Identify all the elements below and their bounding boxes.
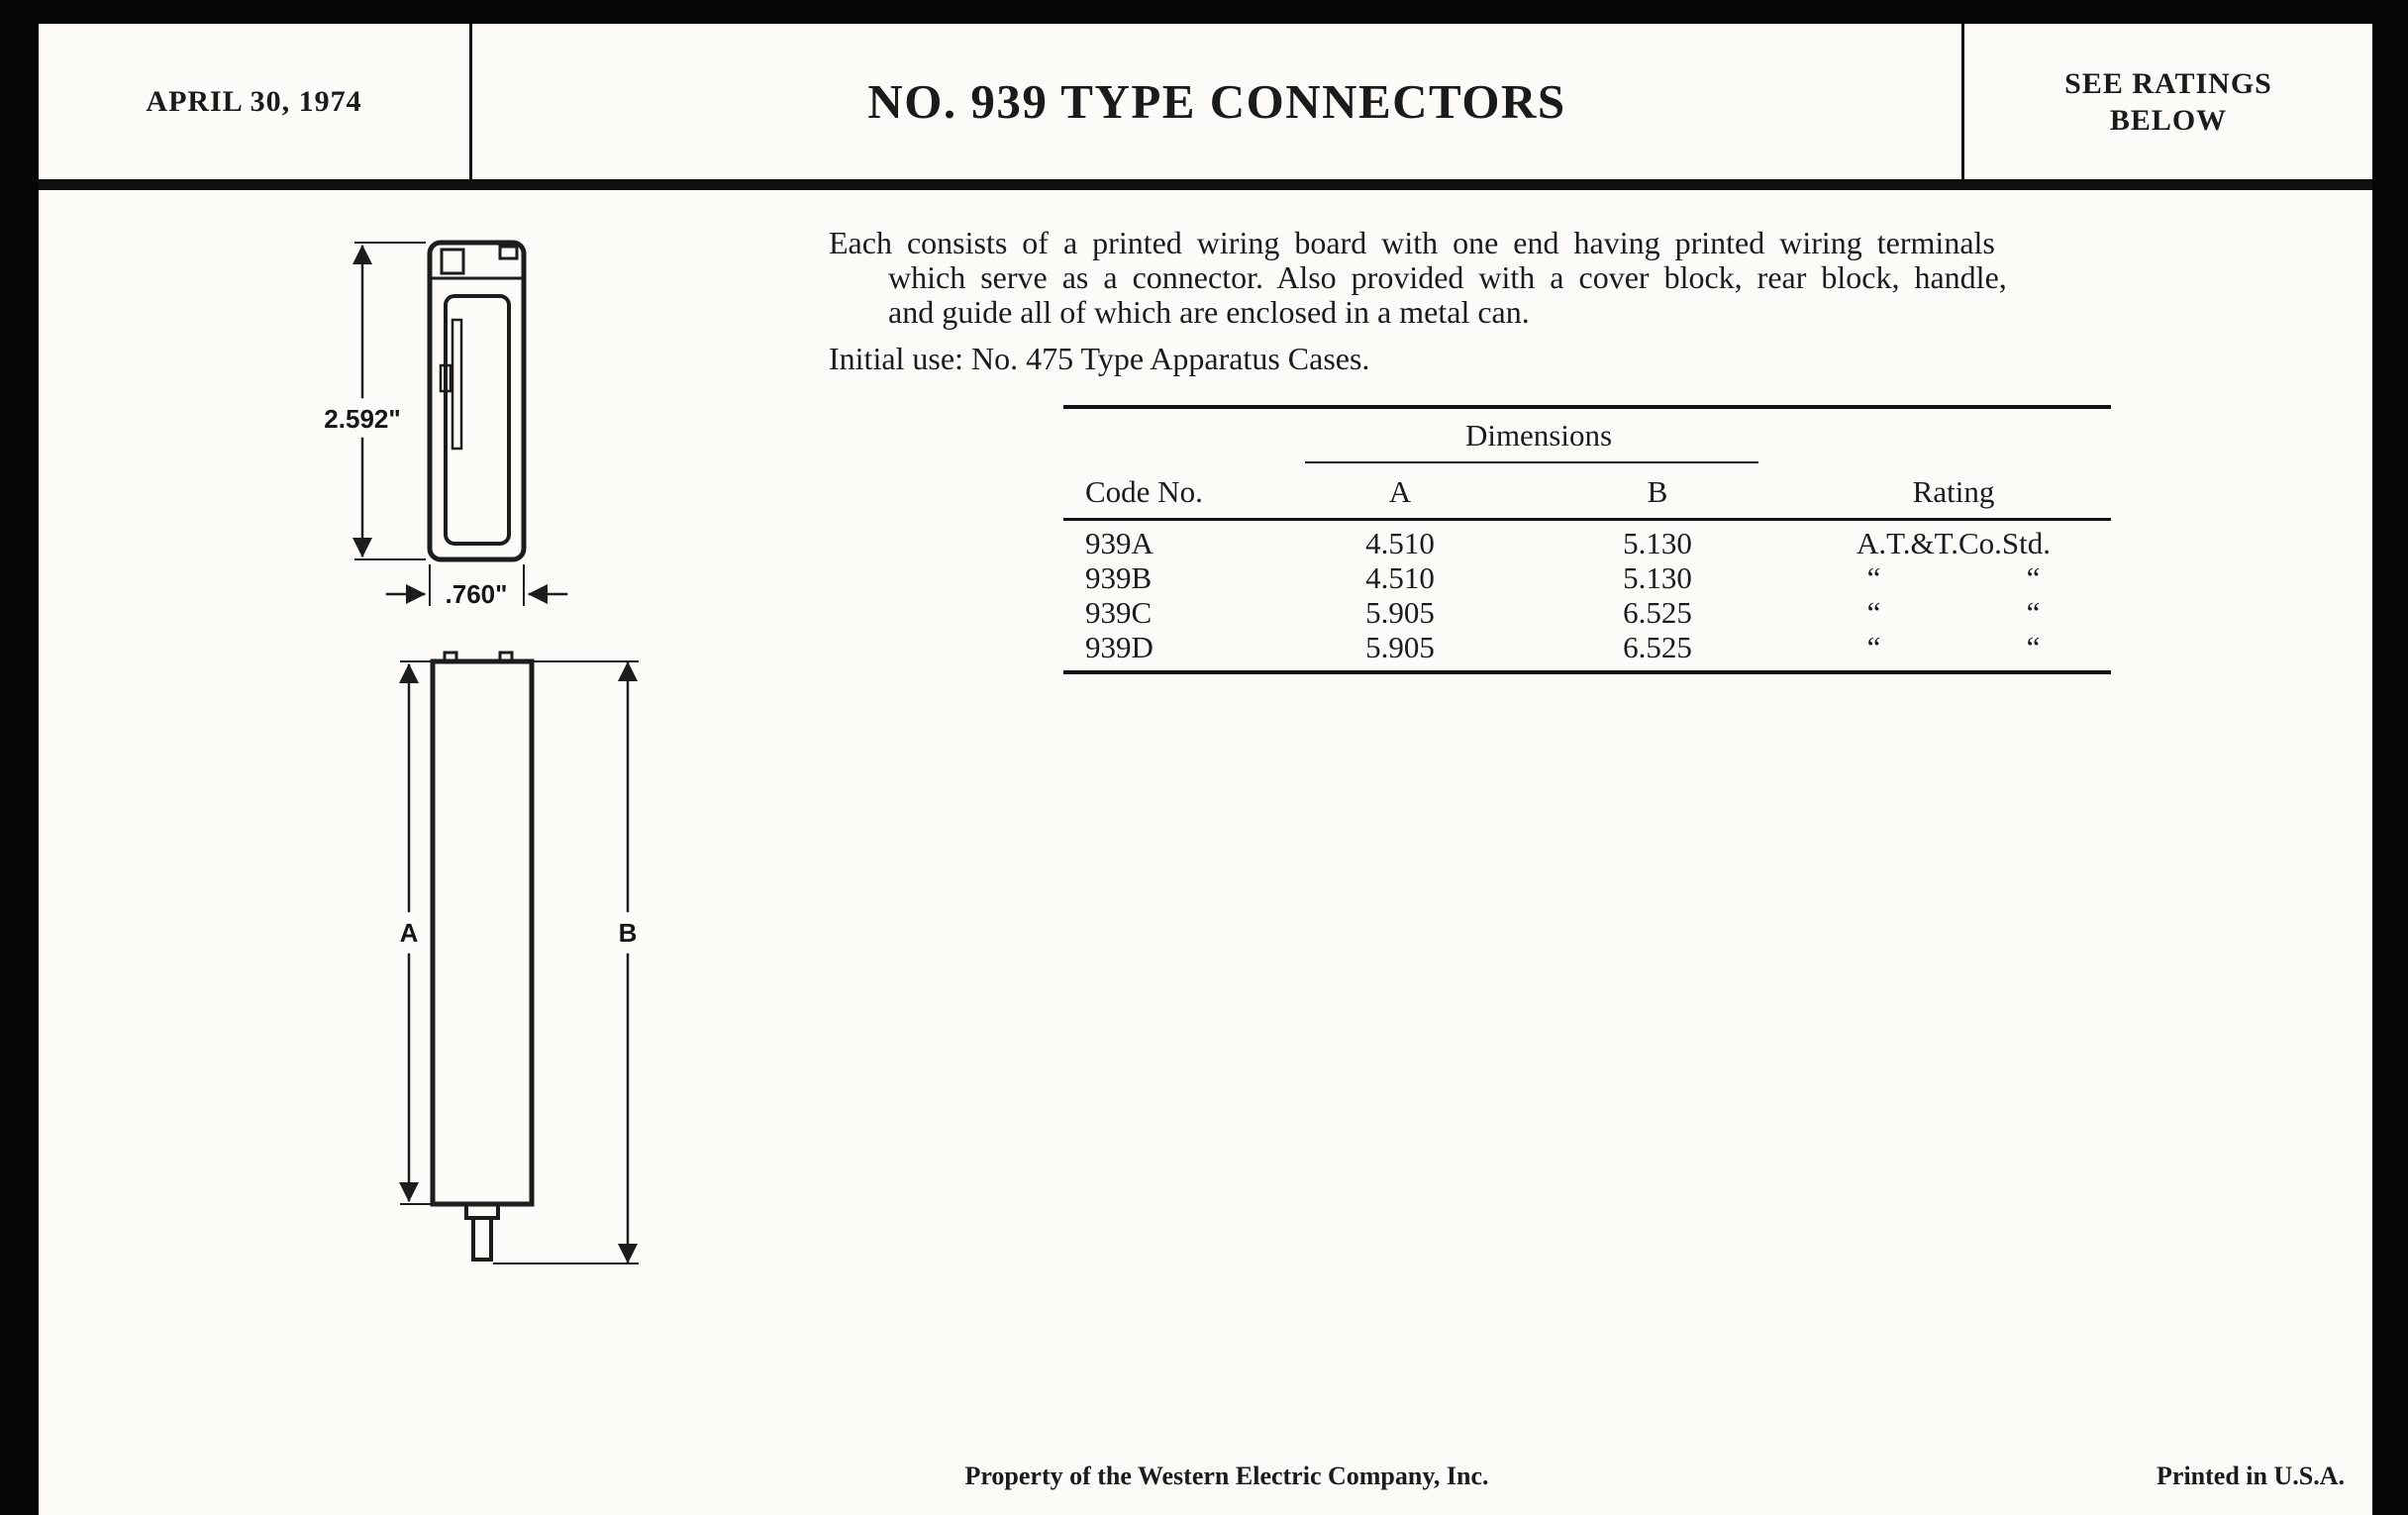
table-top-rule xyxy=(1063,405,2111,409)
dim-b-label: B xyxy=(618,918,638,948)
ratings-note xyxy=(1964,24,2372,179)
header-divider-right xyxy=(1961,24,1964,179)
ratings-note-line1: SEE RATINGS xyxy=(2064,66,2272,100)
connector-side-view-drawing xyxy=(355,618,682,1311)
cell-code: 939C xyxy=(1085,595,1153,630)
property-note: Property of the Western Electric Company, Inc. xyxy=(964,1462,1489,1490)
cell-dim-b: 6.525 xyxy=(1623,630,1692,664)
height-dimension xyxy=(324,243,425,559)
table-rows xyxy=(1063,526,2111,664)
description-block xyxy=(829,226,2373,376)
table-header-rule xyxy=(1063,518,2111,521)
table-column-headers xyxy=(1063,474,2111,514)
width-dim-label: .760" xyxy=(445,579,508,609)
table-group-header: Dimensions xyxy=(1464,418,1613,453)
cell-dim-a: 4.510 xyxy=(1365,560,1435,595)
cell-dim-a: 5.905 xyxy=(1365,595,1435,630)
cell-code: 939A xyxy=(1085,526,1154,560)
header-bottom-rule xyxy=(39,179,2372,190)
width-dimension xyxy=(387,565,566,609)
cell-dim-b: 5.130 xyxy=(1623,526,1692,560)
dimensions-underline xyxy=(1305,461,1758,463)
column-header-b: B xyxy=(1647,474,1668,509)
cell-rating: “ “ xyxy=(1866,630,2041,664)
cell-rating: “ “ xyxy=(1866,595,2041,630)
header-band xyxy=(39,24,2372,179)
header-divider-left xyxy=(469,24,472,179)
table-row xyxy=(1063,526,2111,560)
ratings-table xyxy=(1063,405,2111,687)
column-header-code: Code No. xyxy=(1085,474,1203,509)
page-title: NO. 939 TYPE CONNECTORS xyxy=(867,74,1566,129)
dimension-b xyxy=(494,661,638,1263)
dim-a-label: A xyxy=(399,918,419,948)
cell-dim-a: 5.905 xyxy=(1365,630,1435,664)
document-page xyxy=(39,24,2372,1515)
cell-dim-b: 6.525 xyxy=(1623,595,1692,630)
cell-code: 939B xyxy=(1085,560,1153,595)
end-view-outline xyxy=(430,243,524,559)
description-line: and guide all of which are enclosed in a metal can. xyxy=(888,294,1530,330)
document-date: APRIL 30, 1974 xyxy=(146,84,362,118)
ratings-note-line2: BELOW xyxy=(2109,103,2228,137)
table-bottom-rule xyxy=(1063,670,2111,674)
connector-end-view-drawing xyxy=(316,217,652,643)
table-row xyxy=(1063,630,2111,664)
side-view-outline xyxy=(433,653,532,1260)
cell-dim-b: 5.130 xyxy=(1623,560,1692,595)
cell-rating: “ “ xyxy=(1866,560,2041,595)
height-dim-label: 2.592" xyxy=(324,404,401,434)
column-header-rating: Rating xyxy=(1912,474,1995,509)
cell-rating: A.T.&T.Co.Std. xyxy=(1856,526,2052,560)
cell-dim-a: 4.510 xyxy=(1365,526,1435,560)
table-row xyxy=(1063,560,2111,595)
printed-note: Printed in U.S.A. xyxy=(2157,1462,2345,1490)
initial-use-note: Initial use: No. 475 Type Apparatus Cases. xyxy=(829,341,1370,376)
description-line: Each consists of a printed wiring board with one end having printed wiring terminals xyxy=(829,225,1995,260)
description-line: which serve as a connector. Also provided with a cover block, rear block, handle, xyxy=(888,259,2007,295)
dimension-a xyxy=(400,661,431,1204)
cell-code: 939D xyxy=(1085,630,1154,664)
column-header-a: A xyxy=(1388,474,1412,509)
table-row xyxy=(1063,595,2111,630)
